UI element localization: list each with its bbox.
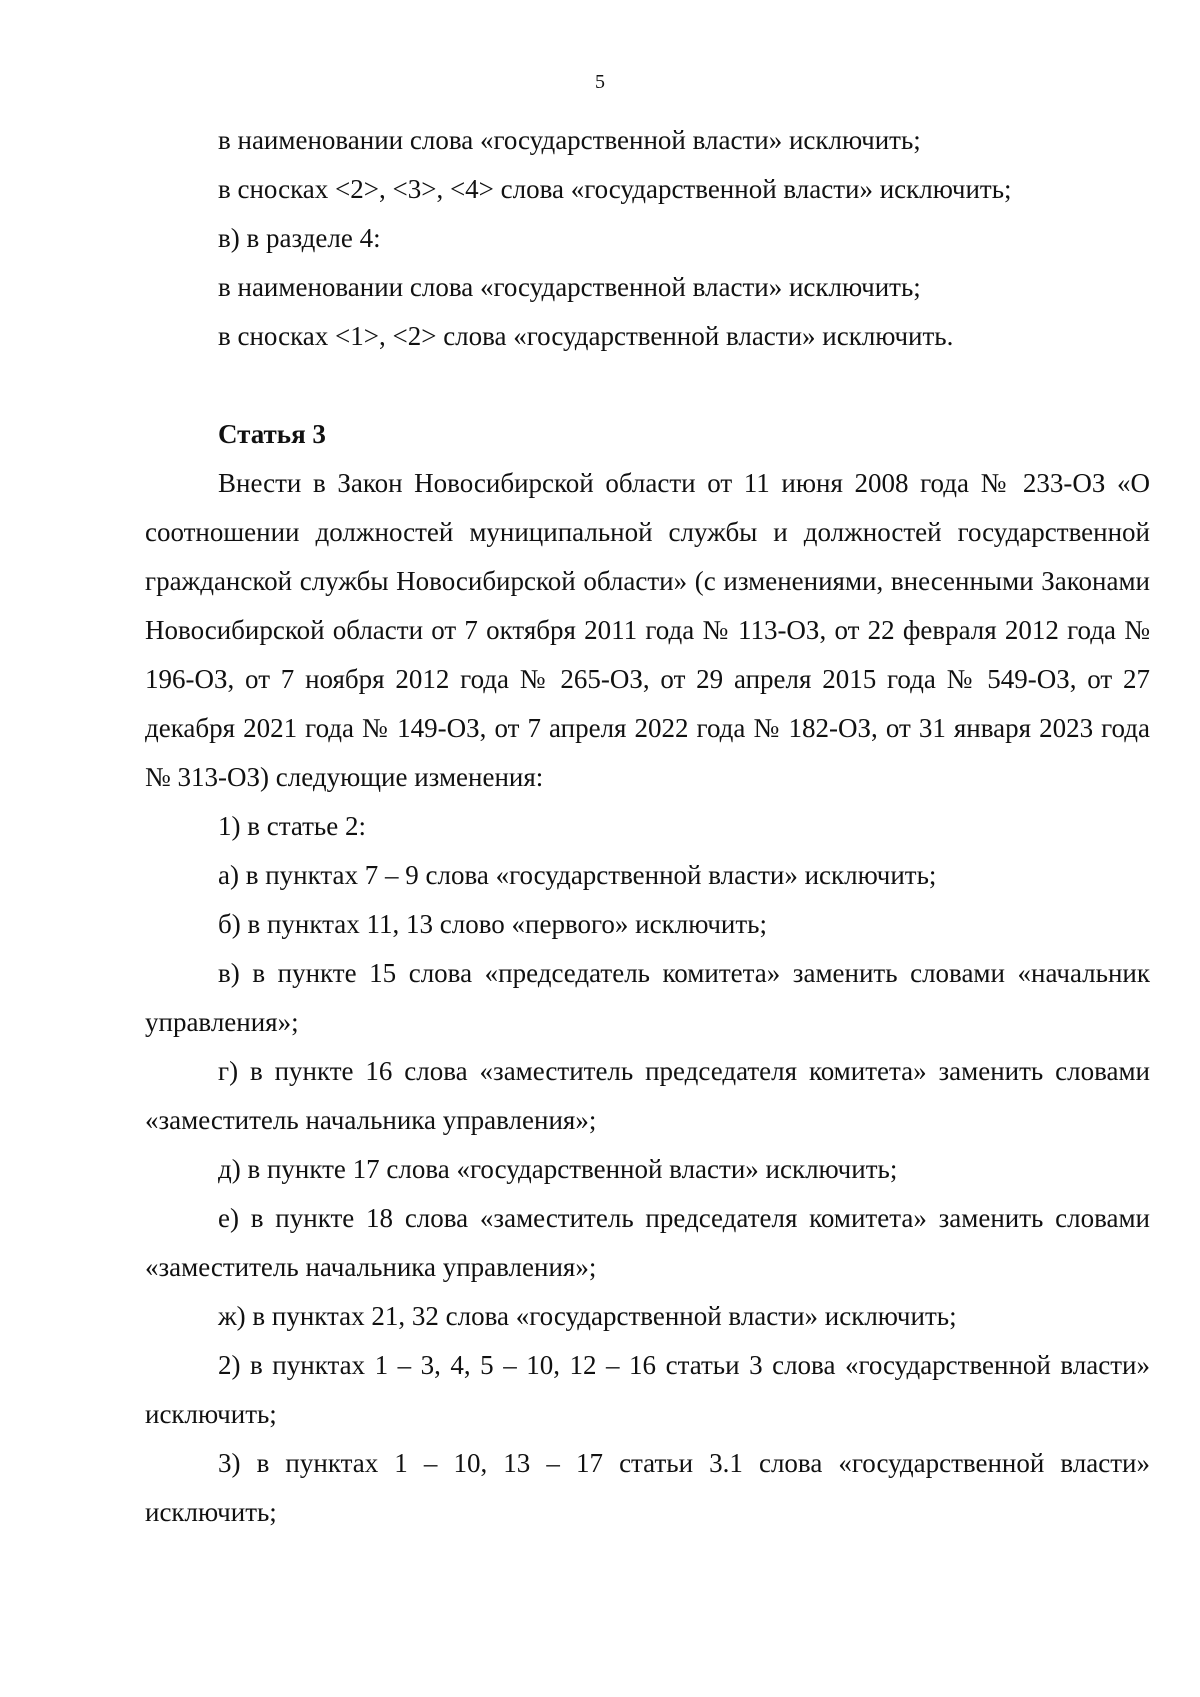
paragraph: 1) в статье 2: bbox=[218, 811, 366, 841]
paragraph: в) в пункте 15 слова «председатель комитета» заменить словами «начальник управления»; bbox=[145, 958, 1150, 1037]
paragraph: б) в пунктах 11, 13 слово «первого» исключить; bbox=[218, 909, 767, 939]
paragraph: Внести в Закон Новосибирской области от 11 июня 2008 года № 233-ОЗ «О соотношении должностей муниципальной службы и должностей государственной гражданской службы Новосибирской области» (с изменениями, внесенными Законами Новосибирской области от 7 октября 2011 года № 113-ОЗ, от 22 февраля 2012 года № 196-ОЗ, от 7 ноября 2012 года № 265-ОЗ, от 29 апреля 2015 года № 549-ОЗ, от 27 декабря 2021 года № 149-ОЗ, от 7 апреля 2022 года № 182-ОЗ, от 31 января 2023 года № 313-ОЗ) следующие изменения: bbox=[145, 468, 1150, 792]
section-gap bbox=[145, 361, 1150, 410]
paragraph: а) в пунктах 7 – 9 слова «государственной власти» исключить; bbox=[218, 860, 937, 890]
paragraph: в наименовании слова «государственной власти» исключить; bbox=[218, 272, 921, 302]
paragraph: в наименовании слова «государственной власти» исключить; bbox=[218, 125, 921, 155]
paragraph: в сносках <2>, <3>, <4> слова «государственной власти» исключить; bbox=[218, 174, 1012, 204]
page-number: 5 bbox=[595, 71, 605, 93]
article-heading: Статья 3 bbox=[218, 419, 326, 449]
paragraph: 2) в пунктах 1 – 3, 4, 5 – 10, 12 – 16 статьи 3 слова «государственной власти» исключить; bbox=[145, 1350, 1150, 1429]
paragraph: д) в пункте 17 слова «государственной власти» исключить; bbox=[218, 1154, 898, 1184]
document-body bbox=[145, 116, 1150, 1537]
paragraph: в сносках <1>, <2> слова «государственной власти» исключить. bbox=[218, 321, 954, 351]
paragraph: в) в разделе 4: bbox=[218, 223, 381, 253]
paragraph: 3) в пунктах 1 – 10, 13 – 17 статьи 3.1 слова «государственной власти» исключить; bbox=[145, 1448, 1150, 1527]
paragraph: е) в пункте 18 слова «заместитель председателя комитета» заменить словами «заместитель начальника управления»; bbox=[145, 1203, 1150, 1282]
paragraph: ж) в пунктах 21, 32 слова «государственной власти» исключить; bbox=[218, 1301, 957, 1331]
paragraph: г) в пункте 16 слова «заместитель председателя комитета» заменить словами «заместитель начальника управления»; bbox=[145, 1056, 1150, 1135]
